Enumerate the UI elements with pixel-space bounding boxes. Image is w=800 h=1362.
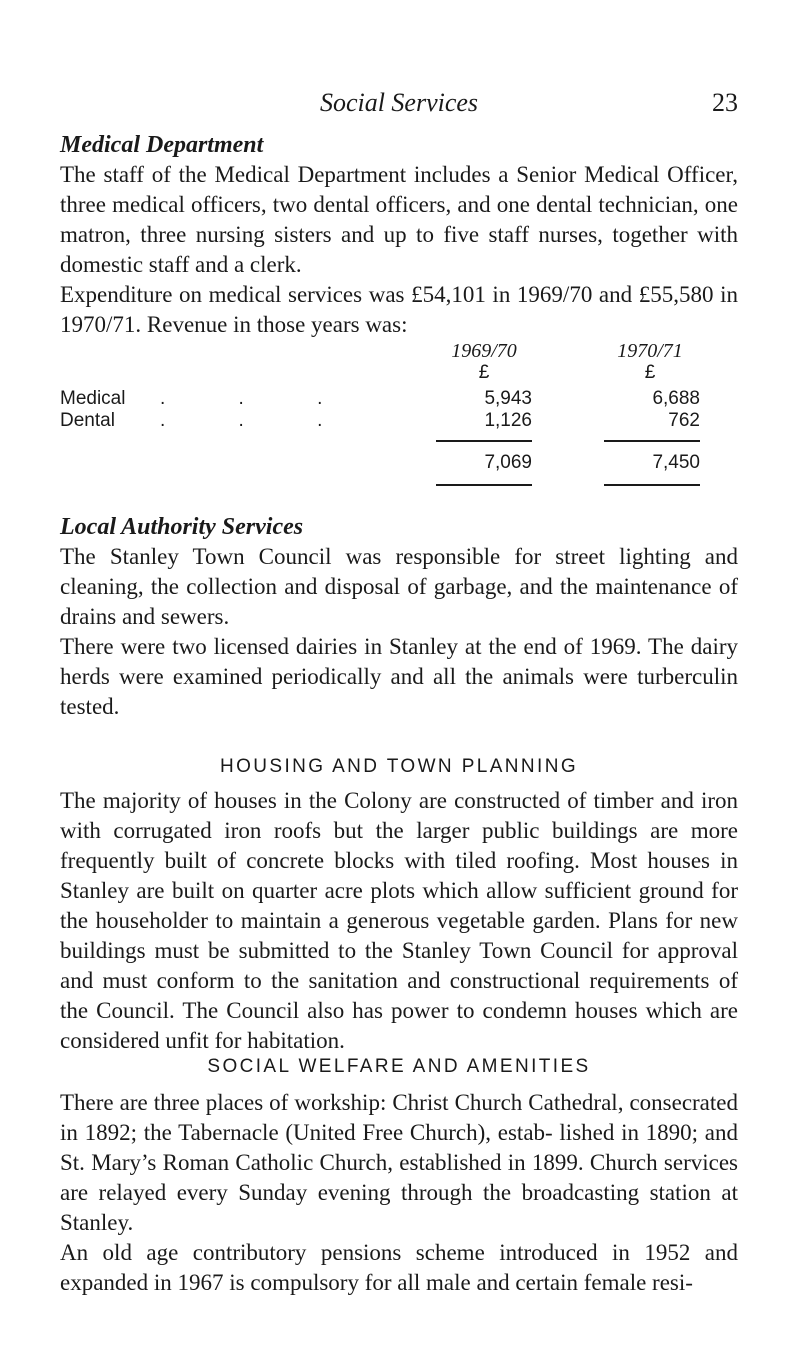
welfare-section bbox=[60, 1088, 738, 1298]
page-number: 23 bbox=[712, 88, 738, 117]
local-authority-paragraph-1: The Stanley Town Council was responsible for street lighting and cleaning, the collection and disposal of garbage, and the maintenance of drains and sewers. bbox=[60, 544, 738, 629]
medical-section bbox=[60, 130, 738, 340]
cell-dental-1969: 1,126 bbox=[484, 410, 532, 431]
housing-paragraph-1: The majority of houses in the Colony are constructed of timber and iron with corrugated iron roofs but the larger public buildings are more frequently built of concrete blocks with tiled roofing. Most houses in Stanley are built on quarter acre plots which allow sufficient ground for the householder to maintain a generous vegetable garden. Plans for new buildings must be submitted to the Stanley Town Council for approval and must conform to the sanitation and constructional requirements of the Council. The Council also has power to condemn houses which are considered unfit for habitation. bbox=[60, 788, 738, 1053]
total-rule bbox=[604, 484, 700, 486]
row-label-medical: Medical bbox=[60, 388, 126, 409]
cell-dental-1970: 762 bbox=[668, 410, 700, 431]
total-1969: 7,069 bbox=[484, 452, 532, 473]
local-authority-paragraph-2: There were two licensed dairies in Stanley at the end of 1969. The dairy herds were examined periodically and all the animals were turberculin tested. bbox=[60, 634, 738, 719]
revenue-table bbox=[60, 340, 700, 500]
welfare-heading: SOCIAL WELFARE AND AMENITIES bbox=[207, 1056, 591, 1077]
total-rule bbox=[436, 484, 532, 486]
leader-dots: . . . bbox=[160, 388, 357, 409]
column-year-1970-71: 1970/71 bbox=[617, 340, 683, 362]
local-authority-section bbox=[60, 512, 738, 722]
medical-paragraph-1: The staff of the Medical Department includes a Senior Medical Officer, three medical officers, two dental officers, and one dental technician, one matron, three nursing sisters and up to five staff nurses, together with domestic staff and a clerk. bbox=[60, 162, 738, 277]
local-authority-heading: Local Authority Services bbox=[60, 514, 304, 540]
subtotal-rule bbox=[604, 440, 700, 442]
medical-heading: Medical Department bbox=[60, 132, 264, 158]
cell-medical-1969: 5,943 bbox=[484, 388, 532, 409]
total-1970: 7,450 bbox=[652, 452, 700, 473]
column-unit-1: £ bbox=[478, 362, 490, 383]
running-title: Social Services bbox=[319, 88, 479, 117]
column-unit-2: £ bbox=[644, 362, 656, 383]
leader-dots: . . . bbox=[160, 410, 357, 431]
housing-heading: HOUSING AND TOWN PLANNING bbox=[219, 756, 579, 777]
subtotal-rule bbox=[436, 440, 532, 442]
welfare-paragraph-2: An old age contributory pensions scheme introduced in 1952 and expanded in 1967 is compulsory for all male and certain female resi- bbox=[60, 1240, 738, 1295]
welfare-paragraph-1: There are three places of workship: Christ Church Cathedral, consecrated in 1892; the Tabernacle (United Free Church), estab- lished in 1890; and St. Mary’s Roman Catholic Church, established in 1899. Church services are relayed every Sunday evening through the broadcasting station at Stanley. bbox=[60, 1090, 738, 1235]
running-head bbox=[60, 88, 738, 118]
medical-paragraph-2: Expenditure on medical services was £54,101 in 1969/70 and £55,580 in 1970/71. Revenue in those years was: bbox=[60, 282, 738, 337]
housing-section bbox=[60, 786, 738, 1056]
row-label-dental: Dental bbox=[60, 410, 115, 431]
column-year-1969-70: 1969/70 bbox=[451, 340, 517, 362]
cell-medical-1970: 6,688 bbox=[652, 388, 700, 409]
